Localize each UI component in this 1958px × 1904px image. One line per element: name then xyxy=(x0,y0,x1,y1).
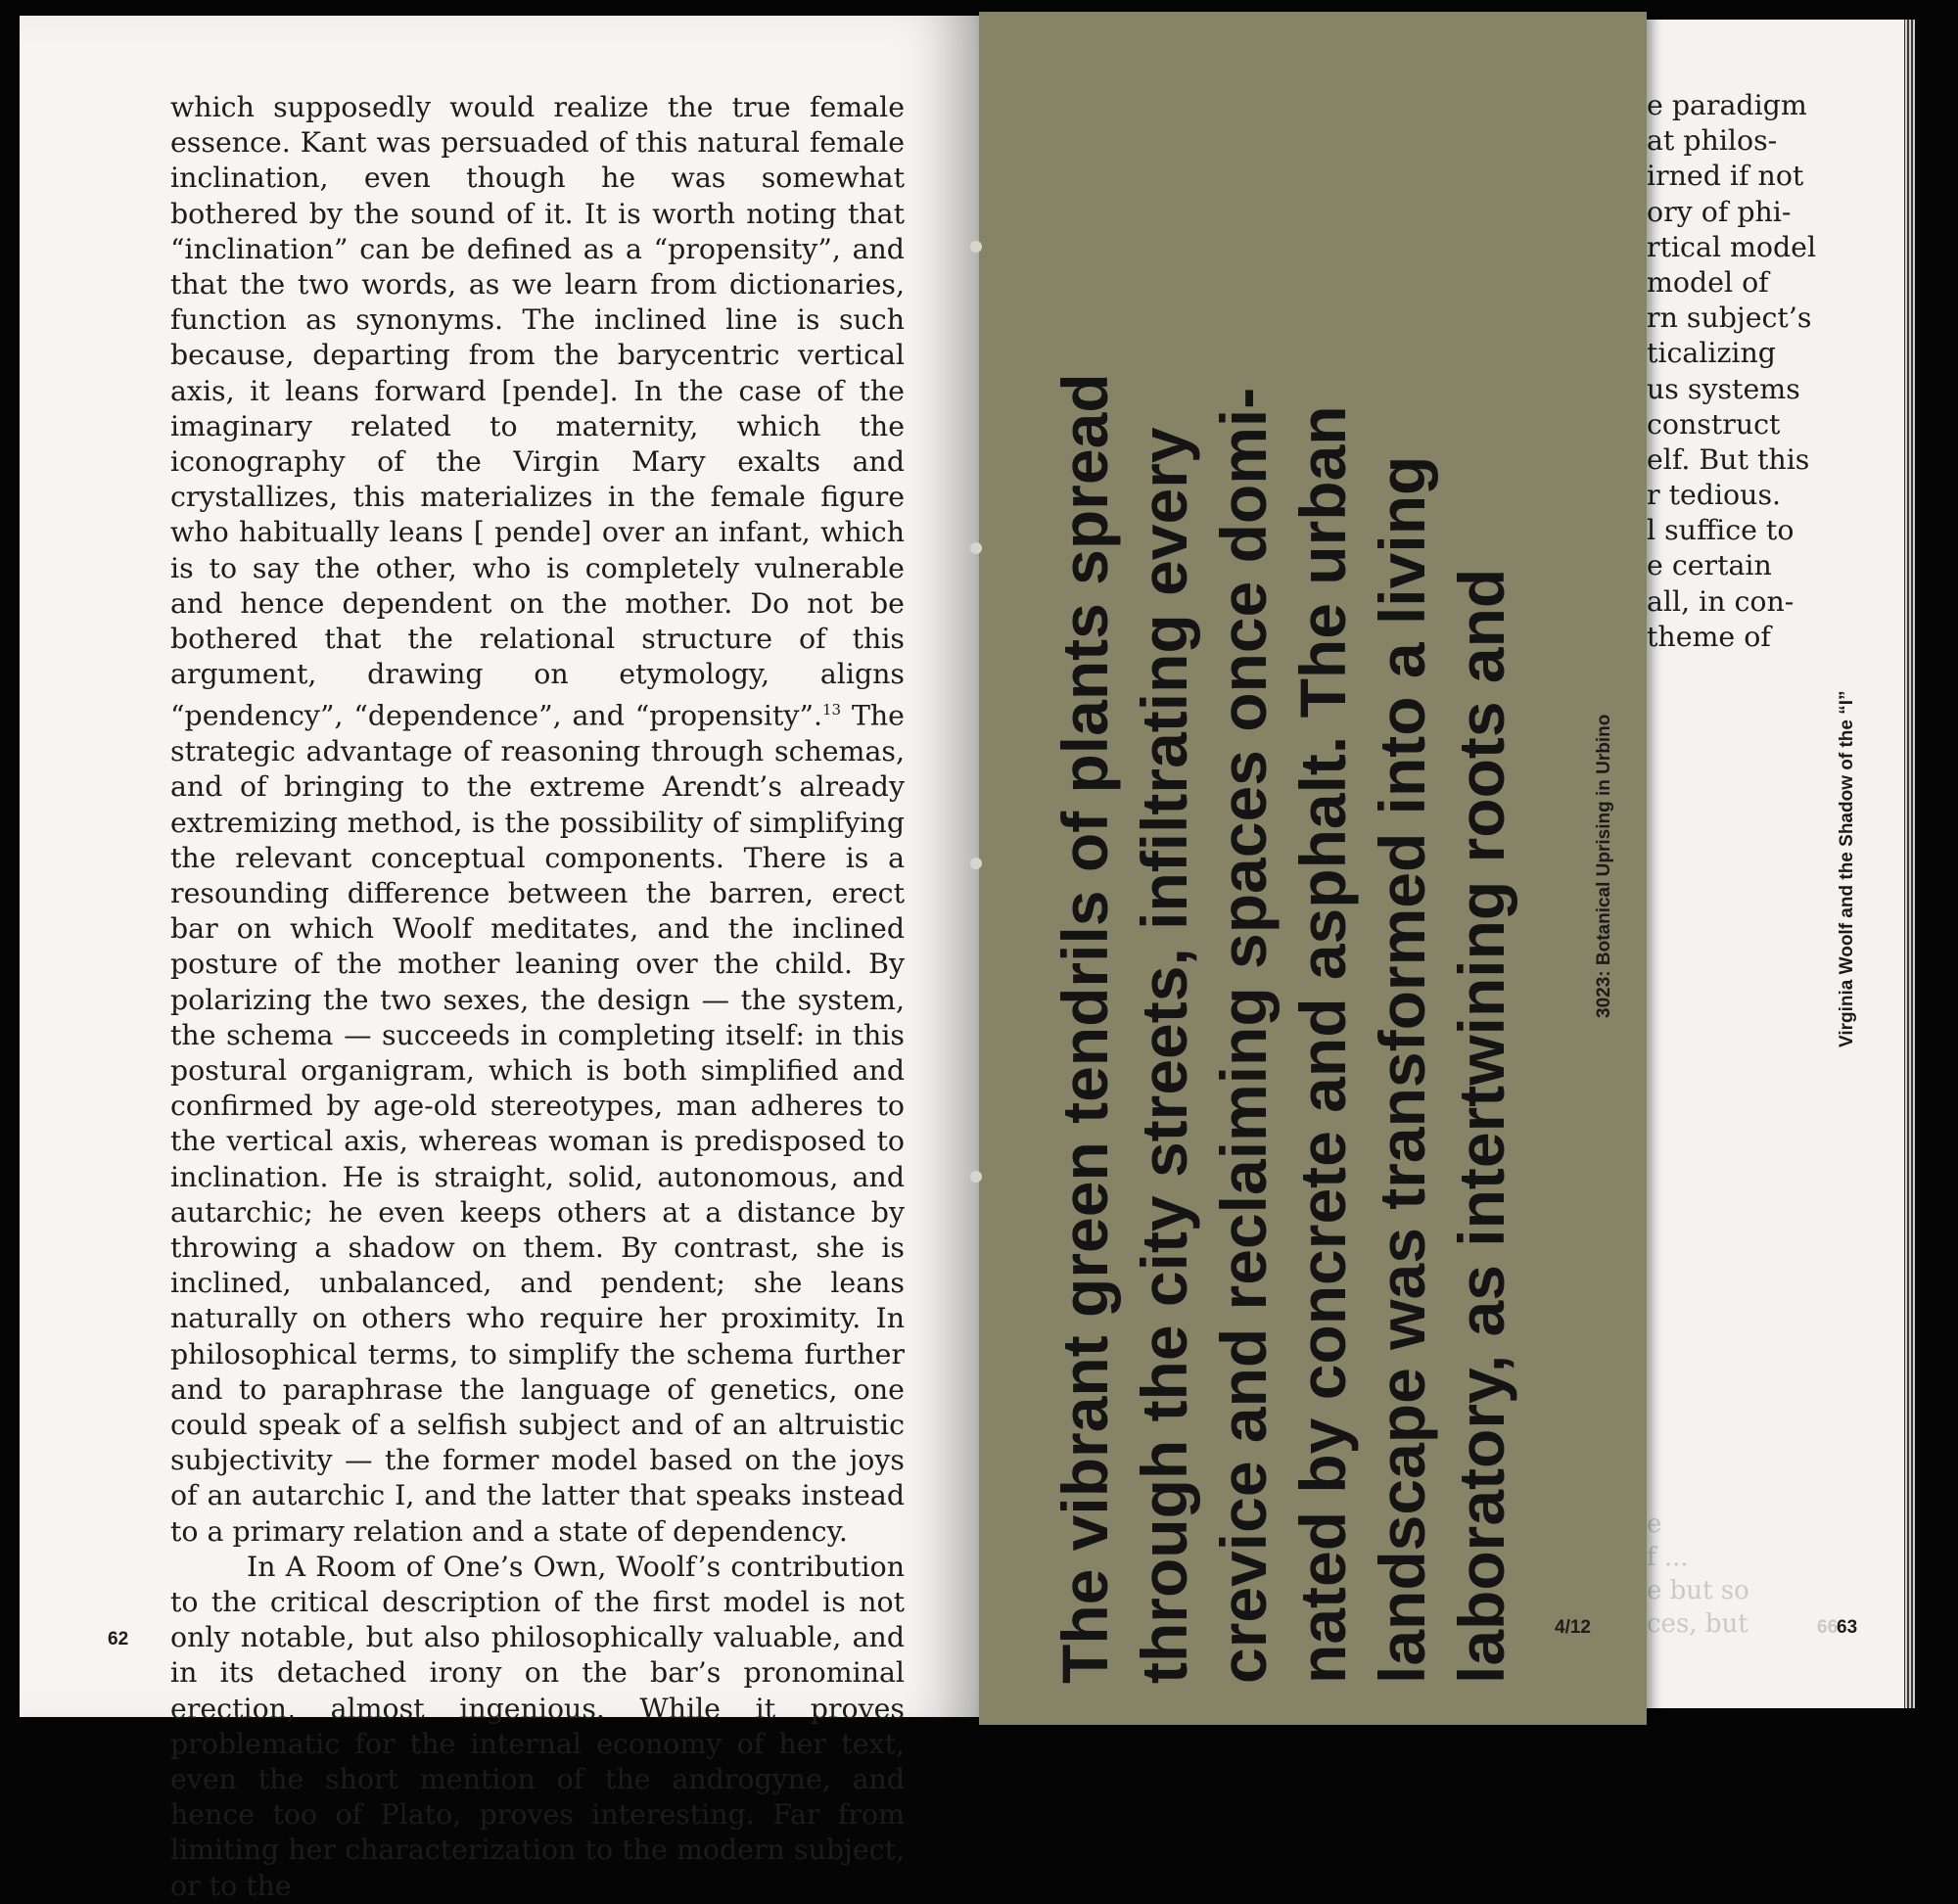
page-number-left: 62 xyxy=(108,1629,129,1649)
ghost-line: ces, but xyxy=(1647,1609,1748,1639)
running-header-right: Virginia Woolf and the Shadow of the “I” xyxy=(1837,690,1857,1047)
right-line: e certain xyxy=(1647,549,1772,582)
right-line: r tedious. xyxy=(1647,479,1782,512)
page-number-right: 63 xyxy=(1837,1617,1858,1638)
right-line: at philos- xyxy=(1647,124,1778,158)
footnote-ref[interactable]: 13 xyxy=(822,701,842,720)
binding-hole xyxy=(970,858,982,869)
insert-side-title: 3023: Botanical Uprising in Urbino xyxy=(1594,714,1614,1018)
binding-hole xyxy=(970,241,982,253)
right-line: construct xyxy=(1647,407,1781,441)
headline-line: nated by concrete and asphalt. The urban xyxy=(1286,405,1359,1684)
right-line: e paradigm xyxy=(1647,89,1807,121)
left-page-body xyxy=(170,90,905,1904)
right-line: ticalizing xyxy=(1647,337,1776,370)
headline-line: laboratory, as intertwining roots and xyxy=(1445,568,1517,1684)
ghost-line: e xyxy=(1647,1509,1662,1539)
right-line: ory of phi- xyxy=(1647,195,1792,228)
right-line: rn subject’s xyxy=(1647,302,1812,335)
headline-line: crevice and reclaiming spaces once domi- xyxy=(1207,387,1280,1684)
right-page-body xyxy=(1647,88,1842,655)
ghost-line: e but so xyxy=(1647,1576,1749,1605)
right-line: theme of xyxy=(1647,620,1771,653)
body-paragraph-1-cont: The strategic advantage of reasoning through schemas, and of bringing to the extreme Arendt’s already extremizing method, is the possibility of simplifying the relevant conceptual components. There is a resounding difference between the barren, erect bar on which Woolf meditates, and the inclined posture of the mother leaning over the child. By polarizing the two sexes, the design — the system, the schema — succeeds in completing itself: in this postural organigram, which is both simplified and confirmed by age-old stereotypes, man adheres to the vertical axis, whereas woman is predisposed to inclination. He is straight, solid, autonomous, and autarchic; he even keeps others at a distance by throwing a shadow on them. By contrast, she is inclined, unbalanced, and pendent; she leans naturally on others who require her proximity. In philosophical terms, to simplify the schema further and to paraphrase the language of genetics, one could speak of a selfish subject and of an altruistic subjectivity — the former model based on the joys of an autarchic I, and the latter that speaks instead to a primary relation and a state of dependency. xyxy=(170,699,905,1548)
right-line: l suffice to xyxy=(1647,514,1795,547)
binding-hole xyxy=(970,542,982,554)
body-paragraph-1: which supposedly would realize the true female essence. Kant was persuaded of this natural female inclination, even though he was somewhat bothered by the sound of it. It is worth noting that “inclination” can be defined as a “propensity”, and that the two words, as we learn from dictionaries, function as synonyms. The inclined line is such because, departing from the barycentric vertical axis, it leans forward [pende]. In the case of the imaginary related to maternity, which the iconography of the Virgin Mary exalts and crystallizes, this materializes in the female figure who habitually leans [ pende] over an infant, which is to say the other, who is completely vulnerable and hence dependent on the mother. Do not be bothered that the relational structure of this argument, drawing on etymology, aligns “pendency”, “dependence”, and “propensity”. xyxy=(170,91,905,732)
binding-hole xyxy=(970,1171,982,1183)
right-page-showthrough xyxy=(1647,1508,1803,1641)
insert-headline xyxy=(1046,69,1521,1684)
right-line: irned if not xyxy=(1647,160,1804,193)
headline-line: The vibrant green tendrils of plants spread xyxy=(1049,373,1121,1684)
right-line: elf. But this xyxy=(1647,442,1810,476)
headline-line: landscape was transformed into a living xyxy=(1366,455,1438,1684)
headline-line: through the city streets, infiltrating every xyxy=(1128,427,1200,1684)
insert-counter: 4/12 xyxy=(1555,1617,1591,1638)
faint-page-number: 66 xyxy=(1817,1617,1839,1638)
right-line: all, in con- xyxy=(1647,584,1795,618)
ghost-line: f ... xyxy=(1647,1543,1689,1572)
right-line: us systems xyxy=(1647,372,1800,405)
right-line: rtical model xyxy=(1647,230,1817,263)
right-line: model of xyxy=(1647,265,1769,299)
body-paragraph-2: In A Room of One’s Own, Woolf’s contribution to the critical description of the first model is not only notable, but also philosophically valuable, and in its detached irony on the bar’s pronominal erection, almost ingenious. While it proves problematic for the internal economy of her text, even the short mention of the androgyne, and hence too of Plato, proves interesting. Far from limiting her characterization to the modern subject, or to the xyxy=(170,1550,905,1902)
